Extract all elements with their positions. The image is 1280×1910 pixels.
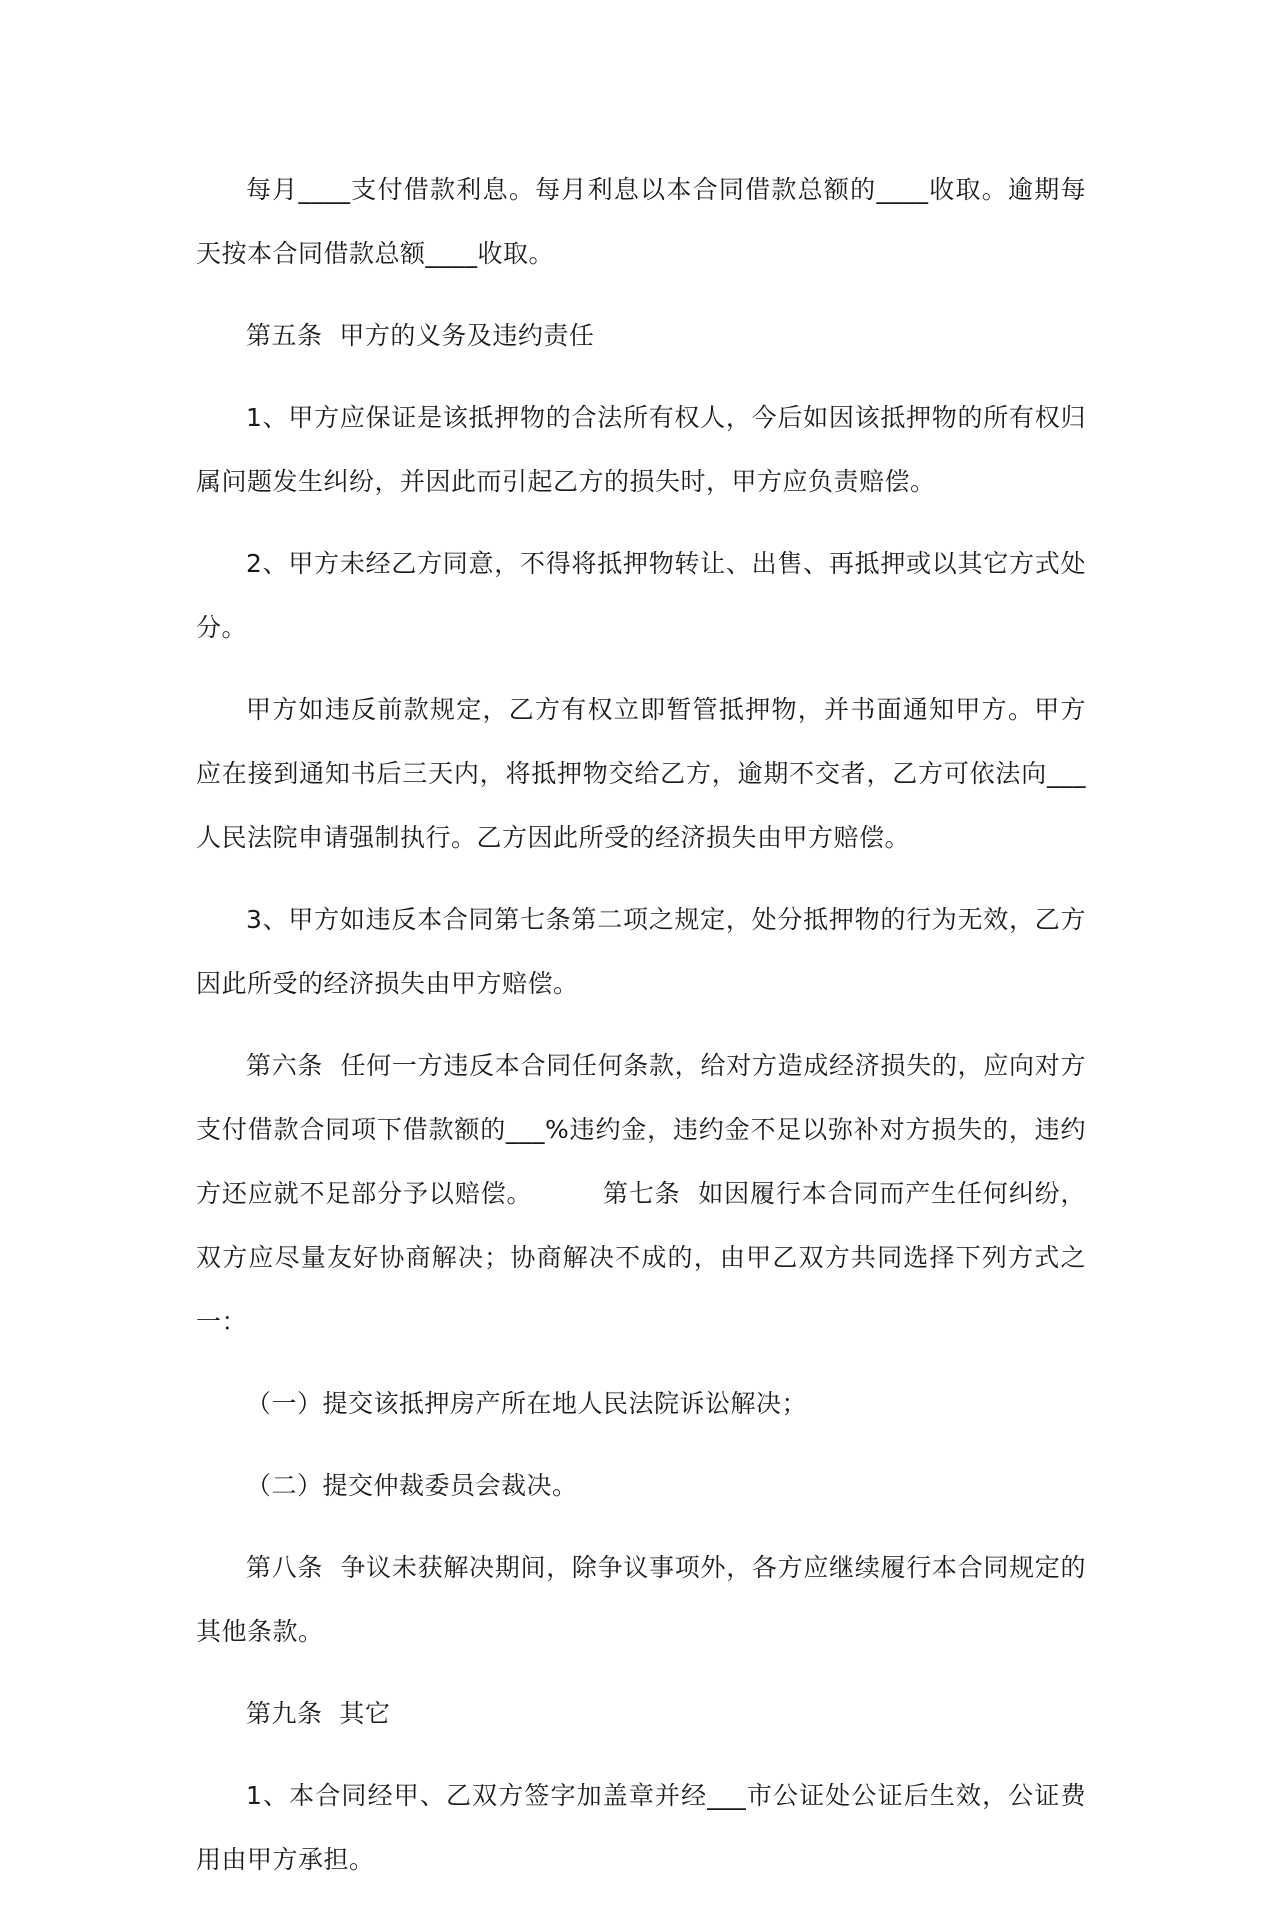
article-8: 第八条 争议未获解决期间，除争议事项外，各方应继续履行本合同规定的其他条款。 [196,1553,1086,1646]
article-6-and-7: 第六条 任何一方违反本合同任何条款，给对方造成经济损失的，应向对方支付借款合同项下借款额的___%违约金，违约金不足以弥补对方损失的，违约方还应就不足部分予以赔偿。 第七条 如因履行本合同而产生任何纠纷，双方应尽量友好协商解决；协商解决不成的，由甲乙双方共同选择下列方式之一： [196,1051,1086,1336]
article-7-option-1: （一）提交该抵押房产所在地人民法院诉讼解决； [246,1389,808,1418]
paragraph-interest-terms: 每月____支付借款利息。每月利息以本合同借款总额的____收取。逾期每天按本合同借款总额____收取。 [196,175,1086,268]
article-9-clause-1: 1、本合同经甲、乙双方签字加盖章并经___市公证处公证后生效，公证费用由甲方承担。 [196,1781,1086,1874]
article-7-option-2: （二）提交仲裁委员会裁决。 [246,1471,578,1500]
article-5-clause-3: 3、甲方如违反本合同第七条第二项之规定，处分抵押物的行为无效，乙方因此所受的经济损失由甲方赔偿。 [196,905,1086,998]
article-5-clause-2-detail: 甲方如违反前款规定，乙方有权立即暂管抵押物，并书面通知甲方。甲方应在接到通知书后三天内，将抵押物交给乙方，逾期不交者，乙方可依法向___人民法院申请强制执行。乙方因此所受的经济损失由甲方赔偿。 [196,695,1086,852]
article-9-heading: 第九条 其它 [246,1699,391,1728]
article-5-clause-2: 2、甲方未经乙方同意，不得将抵押物转让、出售、再抵押或以其它方式处分。 [196,549,1086,642]
article-5-clause-1: 1、甲方应保证是该抵押物的合法所有权人，今后如因该抵押物的所有权归属问题发生纠纷，并因此而引起乙方的损失时，甲方应负责赔偿。 [196,403,1086,496]
article-5-heading: 第五条 甲方的义务及违约责任 [246,321,595,350]
document-body [196,158,1086,1910]
